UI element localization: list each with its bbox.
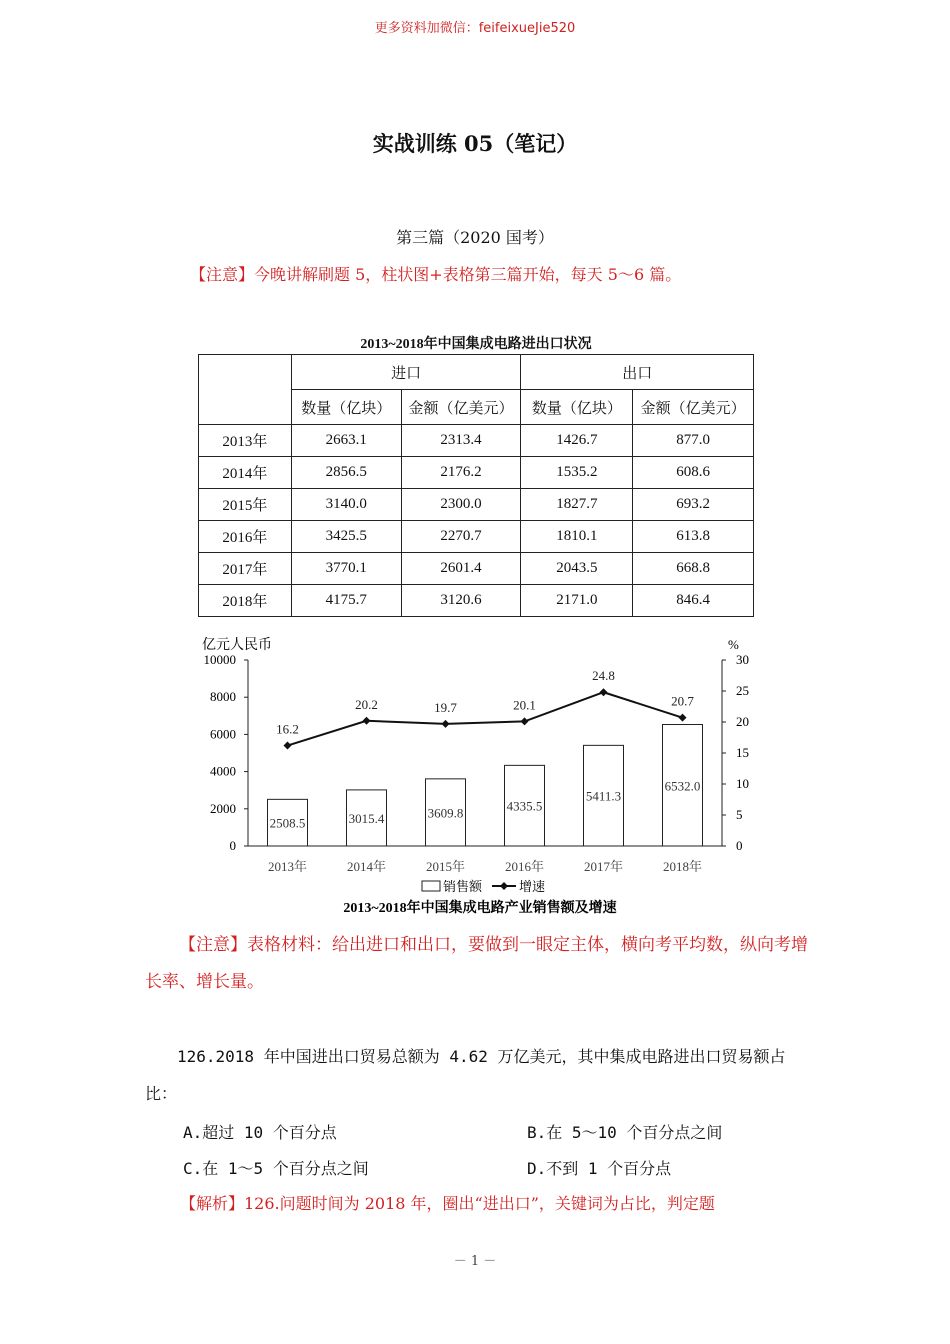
table-cell: 2176.2 (401, 457, 521, 489)
x-tick-label: 2014年 (346, 859, 387, 874)
y2-axis-label: % (728, 637, 739, 652)
x-tick-label: 2013年 (267, 859, 308, 874)
table-cell: 846.4 (633, 585, 754, 617)
table-cell: 3120.6 (401, 585, 521, 617)
bar-data-label: 4335.5 (506, 798, 543, 814)
table-row (199, 553, 754, 585)
table-cell: 2043.5 (521, 553, 633, 585)
y-tick-label: 6000 (210, 726, 236, 742)
year-cell: 2017年 (199, 553, 292, 585)
bar-data-label: 3015.4 (348, 810, 385, 826)
page-number: － 1 － (453, 1254, 497, 1269)
table-cell: 2300.0 (401, 489, 521, 521)
y2-tick-label: 15 (736, 745, 749, 760)
option-a[interactable]: A.超过 10 个百分点 (183, 1123, 337, 1142)
x-tick-label: 2016年 (504, 859, 545, 874)
line-data-label: 16.2 (276, 721, 299, 737)
sales-growth-chart (190, 634, 770, 924)
table-cell: 1426.7 (521, 425, 633, 457)
note-attention: 【注意】今晚讲解刷题 5，柱状图+表格第三篇开始，每天 5～6 篇。 (190, 265, 682, 284)
y-tick-label: 10000 (203, 652, 236, 667)
table-cell: 877.0 (633, 425, 754, 457)
y2-tick-label: 20 (736, 714, 749, 729)
option-c[interactable]: C.在 1～5 个百分点之间 (183, 1159, 369, 1178)
table-cell: 608.6 (633, 457, 754, 489)
legend-line-label: 增速 (519, 879, 546, 894)
y2-tick-label: 10 (736, 776, 749, 791)
table-cell: 1827.7 (521, 489, 633, 521)
legend-line-marker (500, 882, 508, 890)
sub-header: 金额（亿美元） (401, 390, 521, 425)
y2-tick-label: 0 (736, 838, 743, 853)
line-point (284, 742, 292, 750)
chart-title: 2013~2018年中国集成电路产业销售额及增速 (343, 901, 617, 916)
bar-data-label: 3609.8 (427, 805, 464, 821)
line-growth (288, 692, 683, 745)
table-cell: 2856.5 (291, 457, 401, 489)
year-cell: 2014年 (199, 457, 292, 489)
line-data-label: 20.1 (513, 697, 536, 713)
import-export-table (198, 354, 754, 617)
y-tick-label: 0 (229, 838, 236, 853)
table-row (199, 521, 754, 553)
table-cell: 2313.4 (401, 425, 521, 457)
x-tick-label: 2018年 (662, 859, 703, 874)
y-tick-label: 8000 (210, 689, 236, 705)
table-cell: 3140.0 (291, 489, 401, 521)
option-b[interactable]: B.在 5～10 个百分点之间 (527, 1123, 723, 1142)
year-cell: 2018年 (199, 585, 292, 617)
line-point (521, 717, 529, 725)
table-cell: 4175.7 (291, 585, 401, 617)
group-header-import: 进口 (291, 355, 521, 390)
y2-tick-label: 30 (736, 652, 749, 667)
year-cell: 2013年 (199, 425, 292, 457)
table-cell: 3425.5 (291, 521, 401, 553)
page-title: 实战训练 05（笔记） (372, 131, 578, 156)
table-cell: 668.8 (633, 553, 754, 585)
table-cell: 1810.1 (521, 521, 633, 553)
table-corner (199, 355, 292, 425)
y-axis-label: 亿元人民币 (202, 638, 272, 653)
line-point (600, 688, 608, 696)
table-row (199, 585, 754, 617)
table-row (199, 457, 754, 489)
table-cell: 2171.0 (521, 585, 633, 617)
y-tick-label: 2000 (210, 800, 236, 816)
bar-data-label: 2508.5 (269, 815, 306, 831)
table-cell: 2601.4 (401, 553, 521, 585)
line-data-label: 24.8 (592, 668, 615, 684)
section-subtitle: 第三篇（2020 国考） (396, 228, 554, 247)
x-tick-label: 2015年 (425, 859, 466, 874)
analysis-text: 【解析】126.问题时间为 2018 年，圈出“进出口”，关键词为占比，判定题 (180, 1194, 715, 1213)
line-data-label: 20.7 (671, 693, 694, 709)
x-tick-label: 2017年 (583, 859, 624, 874)
group-header-export: 出口 (521, 355, 754, 390)
sub-header: 数量（亿块） (521, 390, 633, 425)
line-point (363, 717, 371, 725)
line-data-label: 19.7 (434, 699, 457, 715)
table-cell: 693.2 (633, 489, 754, 521)
table-cell: 2270.7 (401, 521, 521, 553)
option-d[interactable]: D.不到 1 个百分点 (527, 1159, 672, 1178)
sub-header: 数量（亿块） (291, 390, 401, 425)
table-row (199, 425, 754, 457)
legend-bar-swatch (422, 881, 440, 891)
table-cell: 3770.1 (291, 553, 401, 585)
note-table-material: 【注意】表格材料：给出进口和出口，要做到一眼定主体，横向考平均数，纵向考增长率、增长量。 (145, 935, 808, 992)
question-stem: 126.2018 年中国进出口贸易总额为 4.62 万亿美元，其中集成电路进出口贸易额占比： (145, 1047, 786, 1103)
bar-data-label: 6532.0 (664, 778, 701, 794)
y2-tick-label: 5 (736, 807, 743, 822)
year-cell: 2015年 (199, 489, 292, 521)
table-cell: 1535.2 (521, 457, 633, 489)
table-row (199, 489, 754, 521)
bar-data-label: 5411.3 (585, 788, 622, 804)
line-data-label: 20.2 (355, 696, 378, 712)
line-point (442, 720, 450, 728)
year-cell: 2016年 (199, 521, 292, 553)
y2-tick-label: 25 (736, 683, 749, 698)
legend-bar-label: 销售额 (443, 879, 483, 894)
y-tick-label: 4000 (210, 763, 236, 779)
sub-header: 金额（亿美元） (633, 390, 754, 425)
table-cell: 2663.1 (291, 425, 401, 457)
line-point (679, 714, 687, 722)
table-cell: 613.8 (633, 521, 754, 553)
table-title: 2013~2018年中国集成电路进出口状况 (360, 337, 592, 352)
watermark: 更多资料加微信：feifeixueJie520 (374, 21, 576, 36)
